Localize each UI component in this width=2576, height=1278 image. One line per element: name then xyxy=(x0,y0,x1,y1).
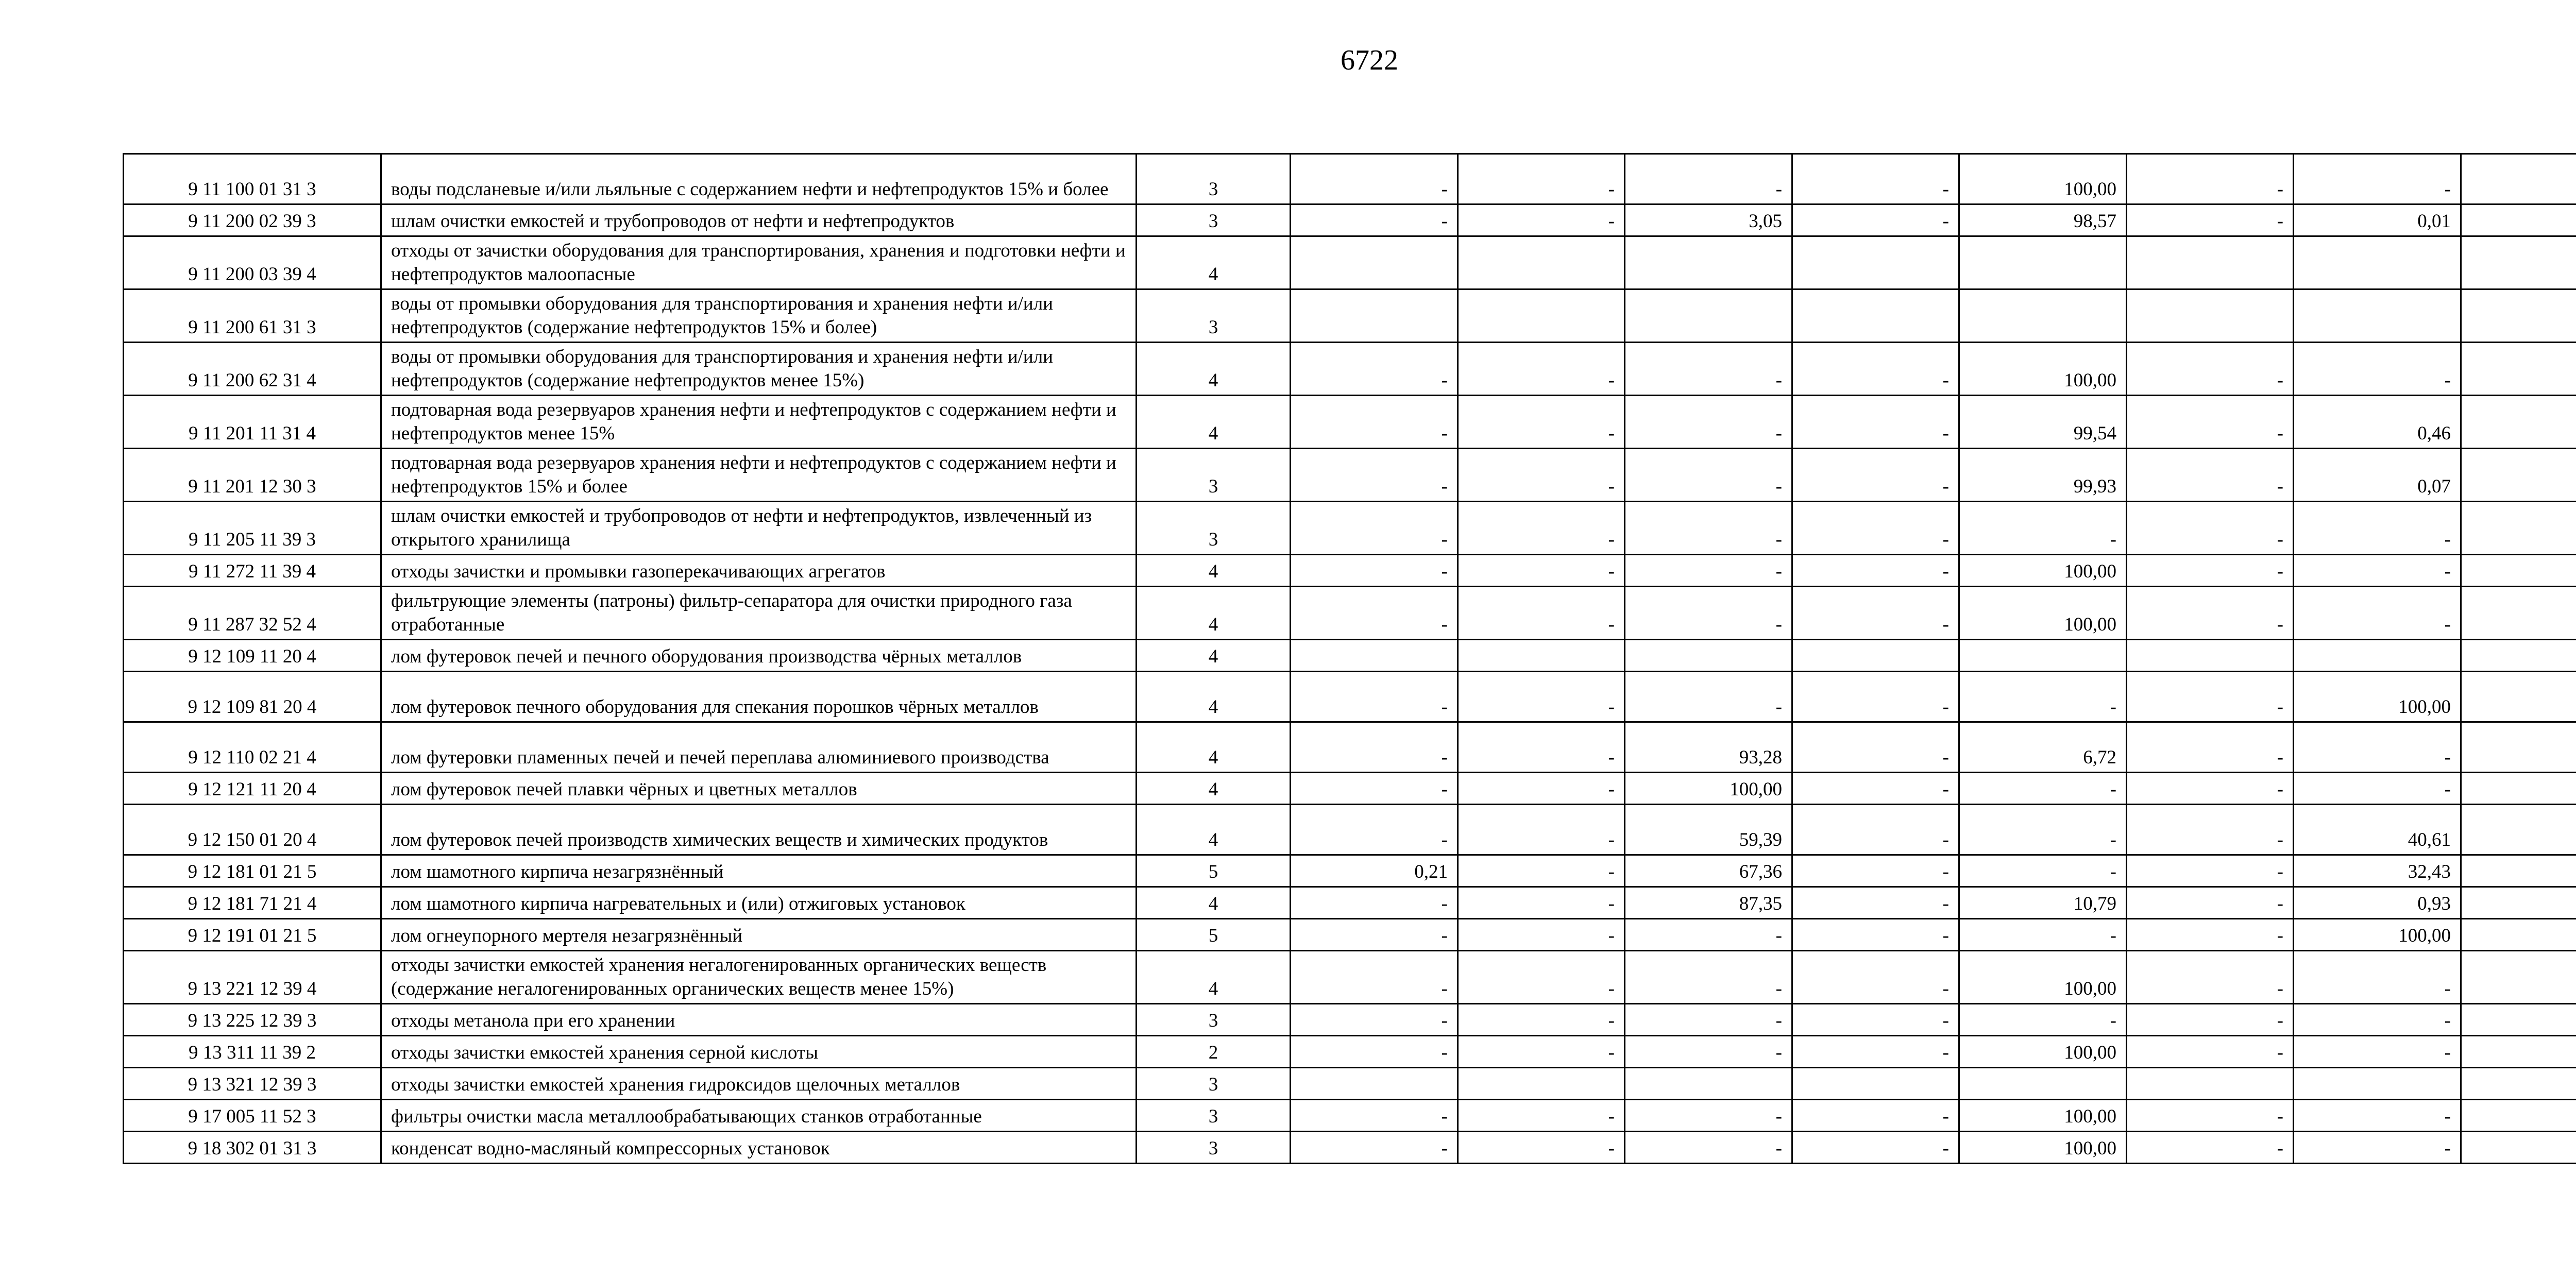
hazard-class-cell: 4 xyxy=(1137,672,1291,722)
value-cell-2: - xyxy=(1458,722,1625,773)
waste-code-cell: 9 12 181 71 21 4 xyxy=(124,887,381,919)
value-cell-1: - xyxy=(1291,343,1458,396)
waste-code-cell: 9 12 121 11 20 4 xyxy=(124,773,381,805)
value-cell-3: - xyxy=(1625,396,1792,449)
value-cell-2: - xyxy=(1458,951,1625,1004)
value-cell-6: - xyxy=(2127,205,2294,236)
value-cell-4 xyxy=(1792,289,1959,343)
value-cell-4: - xyxy=(1792,672,1959,722)
value-cell-7: 32,43 xyxy=(2294,855,2461,887)
hazard-class-cell: 4 xyxy=(1137,722,1291,773)
hazard-class-cell: 4 xyxy=(1137,951,1291,1004)
value-cell-3: - xyxy=(1625,154,1792,205)
value-cell-6: - xyxy=(2127,555,2294,587)
value-cell-3: 3,05 xyxy=(1625,205,1792,236)
value-cell-7: - xyxy=(2294,1100,2461,1132)
value-cell-7: - xyxy=(2294,773,2461,805)
waste-name-cell: отходы метанола при его хранении xyxy=(381,1004,1137,1036)
value-cell-4: - xyxy=(1792,343,1959,396)
value-cell-2: - xyxy=(1458,1036,1625,1068)
waste-code-cell: 9 11 200 03 39 4 xyxy=(124,236,381,289)
value-cell-6: - xyxy=(2127,587,2294,640)
value-cell-5: 100,00 xyxy=(1959,1100,2127,1132)
value-cell-3: 67,36 xyxy=(1625,855,1792,887)
value-cell-2: - xyxy=(1458,887,1625,919)
value-cell-8 xyxy=(2461,587,2576,640)
table-row xyxy=(124,555,2576,587)
waste-name-cell: лом футеровок печей производств химических веществ и химических продуктов xyxy=(381,805,1137,855)
value-cell-4: - xyxy=(1792,722,1959,773)
value-cell-1: - xyxy=(1291,919,1458,951)
value-cell-6 xyxy=(2127,640,2294,672)
value-cell-3: - xyxy=(1625,951,1792,1004)
value-cell-6 xyxy=(2127,236,2294,289)
value-cell-8 xyxy=(2461,1100,2576,1132)
value-cell-5: 100,00 xyxy=(1959,951,2127,1004)
value-cell-7: - xyxy=(2294,722,2461,773)
value-cell-3: - xyxy=(1625,449,1792,502)
waste-name-cell: фильтрующие элементы (патроны) фильтр-сепаратора для очистки природного газа отработанные xyxy=(381,587,1137,640)
value-cell-5 xyxy=(1959,289,2127,343)
value-cell-8 xyxy=(2461,1004,2576,1036)
value-cell-7: - xyxy=(2294,951,2461,1004)
waste-name-cell: лом шамотного кирпича незагрязнённый xyxy=(381,855,1137,887)
waste-code-cell: 9 11 200 61 31 3 xyxy=(124,289,381,343)
value-cell-1: - xyxy=(1291,555,1458,587)
value-cell-4: - xyxy=(1792,396,1959,449)
waste-name-cell: отходы зачистки и промывки газоперекачивающих агрегатов xyxy=(381,555,1137,587)
value-cell-2 xyxy=(1458,289,1625,343)
value-cell-3: - xyxy=(1625,1036,1792,1068)
hazard-class-cell: 4 xyxy=(1137,343,1291,396)
value-cell-5: - xyxy=(1959,805,2127,855)
value-cell-8 xyxy=(2461,672,2576,722)
value-cell-8 xyxy=(2461,640,2576,672)
waste-name-cell: конденсат водно-масляный компрессорных установок xyxy=(381,1132,1137,1164)
value-cell-8 xyxy=(2461,1036,2576,1068)
value-cell-2: - xyxy=(1458,587,1625,640)
value-cell-2: - xyxy=(1458,1132,1625,1164)
value-cell-5 xyxy=(1959,640,2127,672)
waste-name-cell: воды от промывки оборудования для транспортирования и хранения нефти и/или нефтепродуктов (содержание нефтепродуктов 15% и более) xyxy=(381,289,1137,343)
value-cell-4: - xyxy=(1792,1100,1959,1132)
value-cell-5: 100,00 xyxy=(1959,1036,2127,1068)
value-cell-7: - xyxy=(2294,502,2461,555)
value-cell-8 xyxy=(2461,343,2576,396)
page-number: 6722 xyxy=(1341,44,1398,76)
hazard-class-cell: 3 xyxy=(1137,1004,1291,1036)
value-cell-6: - xyxy=(2127,449,2294,502)
value-cell-2: - xyxy=(1458,396,1625,449)
value-cell-3: 93,28 xyxy=(1625,722,1792,773)
value-cell-7: 100,00 xyxy=(2294,919,2461,951)
value-cell-4 xyxy=(1792,640,1959,672)
value-cell-5: - xyxy=(1959,773,2127,805)
waste-name-cell: воды от промывки оборудования для транспортирования и хранения нефти и/или нефтепродуктов (содержание нефтепродуктов менее 15%) xyxy=(381,343,1137,396)
value-cell-7: - xyxy=(2294,1036,2461,1068)
value-cell-4: - xyxy=(1792,1036,1959,1068)
value-cell-7: - xyxy=(2294,343,2461,396)
value-cell-6: - xyxy=(2127,722,2294,773)
value-cell-7: 0,46 xyxy=(2294,396,2461,449)
value-cell-3: 87,35 xyxy=(1625,887,1792,919)
waste-code-cell: 9 13 321 12 39 3 xyxy=(124,1068,381,1100)
value-cell-1: - xyxy=(1291,502,1458,555)
value-cell-4: - xyxy=(1792,449,1959,502)
value-cell-7: - xyxy=(2294,1004,2461,1036)
value-cell-2 xyxy=(1458,640,1625,672)
waste-name-cell: лом футеровок печей плавки чёрных и цветных металлов xyxy=(381,773,1137,805)
waste-name-cell: лом огнеупорного мертеля незагрязнённый xyxy=(381,919,1137,951)
hazard-class-cell: 4 xyxy=(1137,236,1291,289)
hazard-class-cell: 4 xyxy=(1137,396,1291,449)
waste-code-cell: 9 18 302 01 31 3 xyxy=(124,1132,381,1164)
table-row xyxy=(124,587,2576,640)
value-cell-8 xyxy=(2461,805,2576,855)
value-cell-4: - xyxy=(1792,154,1959,205)
value-cell-1: - xyxy=(1291,1100,1458,1132)
hazard-class-cell: 3 xyxy=(1137,1132,1291,1164)
hazard-class-cell: 4 xyxy=(1137,887,1291,919)
table-row xyxy=(124,1132,2576,1164)
value-cell-4: - xyxy=(1792,502,1959,555)
value-cell-8 xyxy=(2461,1132,2576,1164)
value-cell-7: - xyxy=(2294,154,2461,205)
value-cell-2: - xyxy=(1458,805,1625,855)
value-cell-1: - xyxy=(1291,1004,1458,1036)
value-cell-8 xyxy=(2461,289,2576,343)
value-cell-4: - xyxy=(1792,773,1959,805)
waste-name-cell: отходы зачистки емкостей хранения серной кислоты xyxy=(381,1036,1137,1068)
value-cell-6: - xyxy=(2127,855,2294,887)
hazard-class-cell: 4 xyxy=(1137,555,1291,587)
value-cell-6: - xyxy=(2127,502,2294,555)
value-cell-3: - xyxy=(1625,555,1792,587)
value-cell-7: 40,61 xyxy=(2294,805,2461,855)
table-row xyxy=(124,1100,2576,1132)
hazard-class-cell: 3 xyxy=(1137,502,1291,555)
hazard-class-cell: 5 xyxy=(1137,919,1291,951)
value-cell-8 xyxy=(2461,236,2576,289)
value-cell-5: 99,54 xyxy=(1959,396,2127,449)
waste-name-cell: лом футеровки пламенных печей и печей переплава алюминиевого производства xyxy=(381,722,1137,773)
value-cell-7 xyxy=(2294,640,2461,672)
table-row xyxy=(124,154,2576,205)
table-row xyxy=(124,919,2576,951)
value-cell-3: - xyxy=(1625,1004,1792,1036)
waste-code-cell: 9 11 201 12 30 3 xyxy=(124,449,381,502)
waste-name-cell: шлам очистки емкостей и трубопроводов от нефти и нефтепродуктов, извлеченный из открытого хранилища xyxy=(381,502,1137,555)
value-cell-8 xyxy=(2461,502,2576,555)
value-cell-3: - xyxy=(1625,502,1792,555)
waste-name-cell: отходы зачистки емкостей хранения гидроксидов щелочных металлов xyxy=(381,1068,1137,1100)
table-row xyxy=(124,805,2576,855)
waste-code-cell: 9 13 225 12 39 3 xyxy=(124,1004,381,1036)
waste-code-cell: 9 17 005 11 52 3 xyxy=(124,1100,381,1132)
table-row xyxy=(124,1068,2576,1100)
table-row xyxy=(124,722,2576,773)
waste-code-cell: 9 12 109 81 20 4 xyxy=(124,672,381,722)
value-cell-2: - xyxy=(1458,449,1625,502)
table-row xyxy=(124,205,2576,236)
waste-code-cell: 9 11 205 11 39 3 xyxy=(124,502,381,555)
value-cell-7: - xyxy=(2294,587,2461,640)
hazard-class-cell: 4 xyxy=(1137,773,1291,805)
value-cell-3 xyxy=(1625,640,1792,672)
value-cell-1: - xyxy=(1291,672,1458,722)
value-cell-4 xyxy=(1792,1068,1959,1100)
value-cell-4: - xyxy=(1792,805,1959,855)
value-cell-1: - xyxy=(1291,951,1458,1004)
value-cell-2: - xyxy=(1458,502,1625,555)
waste-data-table xyxy=(123,153,2576,1164)
value-cell-3: - xyxy=(1625,343,1792,396)
value-cell-5: - xyxy=(1959,672,2127,722)
waste-name-cell: лом шамотного кирпича нагревательных и (или) отжиговых установок xyxy=(381,887,1137,919)
value-cell-3: - xyxy=(1625,672,1792,722)
value-cell-2 xyxy=(1458,1068,1625,1100)
value-cell-1: - xyxy=(1291,205,1458,236)
value-cell-7 xyxy=(2294,289,2461,343)
value-cell-5 xyxy=(1959,236,2127,289)
value-cell-2: - xyxy=(1458,855,1625,887)
waste-code-cell: 9 11 272 11 39 4 xyxy=(124,555,381,587)
table-row xyxy=(124,672,2576,722)
value-cell-8 xyxy=(2461,154,2576,205)
waste-code-cell: 9 11 200 62 31 4 xyxy=(124,343,381,396)
value-cell-3 xyxy=(1625,289,1792,343)
waste-name-cell: лом футеровок печного оборудования для спекания порошков чёрных металлов xyxy=(381,672,1137,722)
hazard-class-cell: 3 xyxy=(1137,1068,1291,1100)
value-cell-8 xyxy=(2461,396,2576,449)
value-cell-1: - xyxy=(1291,773,1458,805)
value-cell-5: - xyxy=(1959,919,2127,951)
value-cell-1: - xyxy=(1291,1132,1458,1164)
value-cell-2: - xyxy=(1458,1004,1625,1036)
table-row xyxy=(124,396,2576,449)
value-cell-6 xyxy=(2127,289,2294,343)
table-row xyxy=(124,855,2576,887)
table-row xyxy=(124,449,2576,502)
value-cell-7: 0,93 xyxy=(2294,887,2461,919)
waste-name-cell: лом футеровок печей и печного оборудования производства чёрных металлов xyxy=(381,640,1137,672)
value-cell-8 xyxy=(2461,1068,2576,1100)
value-cell-4: - xyxy=(1792,205,1959,236)
value-cell-5: 6,72 xyxy=(1959,722,2127,773)
value-cell-8 xyxy=(2461,773,2576,805)
value-cell-3: 100,00 xyxy=(1625,773,1792,805)
value-cell-5: - xyxy=(1959,502,2127,555)
value-cell-7: 0,07 xyxy=(2294,449,2461,502)
value-cell-2: - xyxy=(1458,555,1625,587)
value-cell-5: 98,57 xyxy=(1959,205,2127,236)
value-cell-6: - xyxy=(2127,1004,2294,1036)
value-cell-7 xyxy=(2294,236,2461,289)
hazard-class-cell: 4 xyxy=(1137,587,1291,640)
value-cell-6: - xyxy=(2127,805,2294,855)
waste-code-cell: 9 12 191 01 21 5 xyxy=(124,919,381,951)
value-cell-7 xyxy=(2294,1068,2461,1100)
value-cell-1 xyxy=(1291,289,1458,343)
value-cell-8 xyxy=(2461,919,2576,951)
value-cell-1: - xyxy=(1291,396,1458,449)
value-cell-5: - xyxy=(1959,855,2127,887)
value-cell-6: - xyxy=(2127,1132,2294,1164)
table-row xyxy=(124,289,2576,343)
table-row xyxy=(124,343,2576,396)
value-cell-4: - xyxy=(1792,919,1959,951)
value-cell-6: - xyxy=(2127,1100,2294,1132)
value-cell-5: 10,79 xyxy=(1959,887,2127,919)
value-cell-6: - xyxy=(2127,887,2294,919)
hazard-class-cell: 3 xyxy=(1137,1100,1291,1132)
hazard-class-cell: 4 xyxy=(1137,805,1291,855)
value-cell-1: 0,21 xyxy=(1291,855,1458,887)
value-cell-1 xyxy=(1291,1068,1458,1100)
value-cell-4: - xyxy=(1792,587,1959,640)
waste-name-cell: отходы зачистки емкостей хранения негалогенированных органических веществ (содержание негалогенированных органических веществ менее 15%) xyxy=(381,951,1137,1004)
value-cell-8 xyxy=(2461,205,2576,236)
value-cell-3: 59,39 xyxy=(1625,805,1792,855)
value-cell-2: - xyxy=(1458,205,1625,236)
value-cell-6: - xyxy=(2127,1036,2294,1068)
waste-code-cell: 9 11 200 02 39 3 xyxy=(124,205,381,236)
value-cell-8 xyxy=(2461,722,2576,773)
waste-code-cell: 9 12 110 02 21 4 xyxy=(124,722,381,773)
value-cell-5: 100,00 xyxy=(1959,555,2127,587)
value-cell-5: 100,00 xyxy=(1959,343,2127,396)
value-cell-2: - xyxy=(1458,919,1625,951)
value-cell-7: 100,00 xyxy=(2294,672,2461,722)
value-cell-4 xyxy=(1792,236,1959,289)
value-cell-1: - xyxy=(1291,587,1458,640)
value-cell-1: - xyxy=(1291,887,1458,919)
waste-code-cell: 9 11 201 11 31 4 xyxy=(124,396,381,449)
value-cell-1: - xyxy=(1291,1036,1458,1068)
waste-name-cell: отходы от зачистки оборудования для транспортирования, хранения и подготовки нефти и нефтепродуктов малоопасные xyxy=(381,236,1137,289)
waste-name-cell: фильтры очистки масла металлообрабатывающих станков отработанные xyxy=(381,1100,1137,1132)
value-cell-8 xyxy=(2461,887,2576,919)
waste-code-cell: 9 13 221 12 39 4 xyxy=(124,951,381,1004)
value-cell-6 xyxy=(2127,1068,2294,1100)
table-row xyxy=(124,236,2576,289)
hazard-class-cell: 4 xyxy=(1137,640,1291,672)
value-cell-5: 100,00 xyxy=(1959,587,2127,640)
value-cell-6: - xyxy=(2127,343,2294,396)
table-row xyxy=(124,1004,2576,1036)
hazard-class-cell: 3 xyxy=(1137,289,1291,343)
waste-code-cell: 9 12 181 01 21 5 xyxy=(124,855,381,887)
waste-name-cell: подтоварная вода резервуаров хранения нефти и нефтепродуктов с содержанием нефти и нефтепродуктов 15% и более xyxy=(381,449,1137,502)
value-cell-5: - xyxy=(1959,1004,2127,1036)
value-cell-7: - xyxy=(2294,555,2461,587)
value-cell-1: - xyxy=(1291,154,1458,205)
value-cell-4: - xyxy=(1792,855,1959,887)
hazard-class-cell: 3 xyxy=(1137,154,1291,205)
value-cell-4: - xyxy=(1792,1132,1959,1164)
value-cell-7: 0,01 xyxy=(2294,205,2461,236)
value-cell-5: 99,93 xyxy=(1959,449,2127,502)
value-cell-1 xyxy=(1291,640,1458,672)
value-cell-3: - xyxy=(1625,919,1792,951)
value-cell-4: - xyxy=(1792,951,1959,1004)
hazard-class-cell: 3 xyxy=(1137,449,1291,502)
value-cell-2: - xyxy=(1458,1100,1625,1132)
value-cell-6: - xyxy=(2127,773,2294,805)
waste-code-cell: 9 12 109 11 20 4 xyxy=(124,640,381,672)
hazard-class-cell: 3 xyxy=(1137,205,1291,236)
table-row xyxy=(124,887,2576,919)
value-cell-2: - xyxy=(1458,343,1625,396)
value-cell-4: - xyxy=(1792,887,1959,919)
value-cell-8 xyxy=(2461,449,2576,502)
value-cell-3: - xyxy=(1625,587,1792,640)
value-cell-8 xyxy=(2461,555,2576,587)
table-row xyxy=(124,773,2576,805)
value-cell-5 xyxy=(1959,1068,2127,1100)
value-cell-1 xyxy=(1291,236,1458,289)
value-cell-8 xyxy=(2461,855,2576,887)
value-cell-2: - xyxy=(1458,672,1625,722)
value-cell-3: - xyxy=(1625,1100,1792,1132)
waste-code-cell: 9 11 287 32 52 4 xyxy=(124,587,381,640)
value-cell-6: - xyxy=(2127,919,2294,951)
value-cell-1: - xyxy=(1291,805,1458,855)
value-cell-6: - xyxy=(2127,154,2294,205)
table-row xyxy=(124,951,2576,1004)
value-cell-1: - xyxy=(1291,449,1458,502)
value-cell-4: - xyxy=(1792,555,1959,587)
value-cell-8 xyxy=(2461,951,2576,1004)
value-cell-3: - xyxy=(1625,1132,1792,1164)
table-body xyxy=(124,154,2576,1164)
value-cell-6: - xyxy=(2127,672,2294,722)
value-cell-4: - xyxy=(1792,1004,1959,1036)
value-cell-2 xyxy=(1458,236,1625,289)
hazard-class-cell: 5 xyxy=(1137,855,1291,887)
value-cell-2: - xyxy=(1458,773,1625,805)
table-row xyxy=(124,1036,2576,1068)
value-cell-6: - xyxy=(2127,951,2294,1004)
hazard-class-cell: 2 xyxy=(1137,1036,1291,1068)
waste-name-cell: шлам очистки емкостей и трубопроводов от нефти и нефтепродуктов xyxy=(381,205,1137,236)
value-cell-5: 100,00 xyxy=(1959,1132,2127,1164)
value-cell-2: - xyxy=(1458,154,1625,205)
value-cell-3 xyxy=(1625,1068,1792,1100)
waste-code-cell: 9 11 100 01 31 3 xyxy=(124,154,381,205)
waste-code-cell: 9 12 150 01 20 4 xyxy=(124,805,381,855)
value-cell-7: - xyxy=(2294,1132,2461,1164)
waste-name-cell: подтоварная вода резервуаров хранения нефти и нефтепродуктов с содержанием нефти и нефтепродуктов менее 15% xyxy=(381,396,1137,449)
value-cell-5: 100,00 xyxy=(1959,154,2127,205)
table-row xyxy=(124,502,2576,555)
table-row xyxy=(124,640,2576,672)
waste-name-cell: воды подсланевые и/или льяльные с содержанием нефти и нефтепродуктов 15% и более xyxy=(381,154,1137,205)
waste-code-cell: 9 13 311 11 39 2 xyxy=(124,1036,381,1068)
value-cell-1: - xyxy=(1291,722,1458,773)
value-cell-3 xyxy=(1625,236,1792,289)
value-cell-6: - xyxy=(2127,396,2294,449)
